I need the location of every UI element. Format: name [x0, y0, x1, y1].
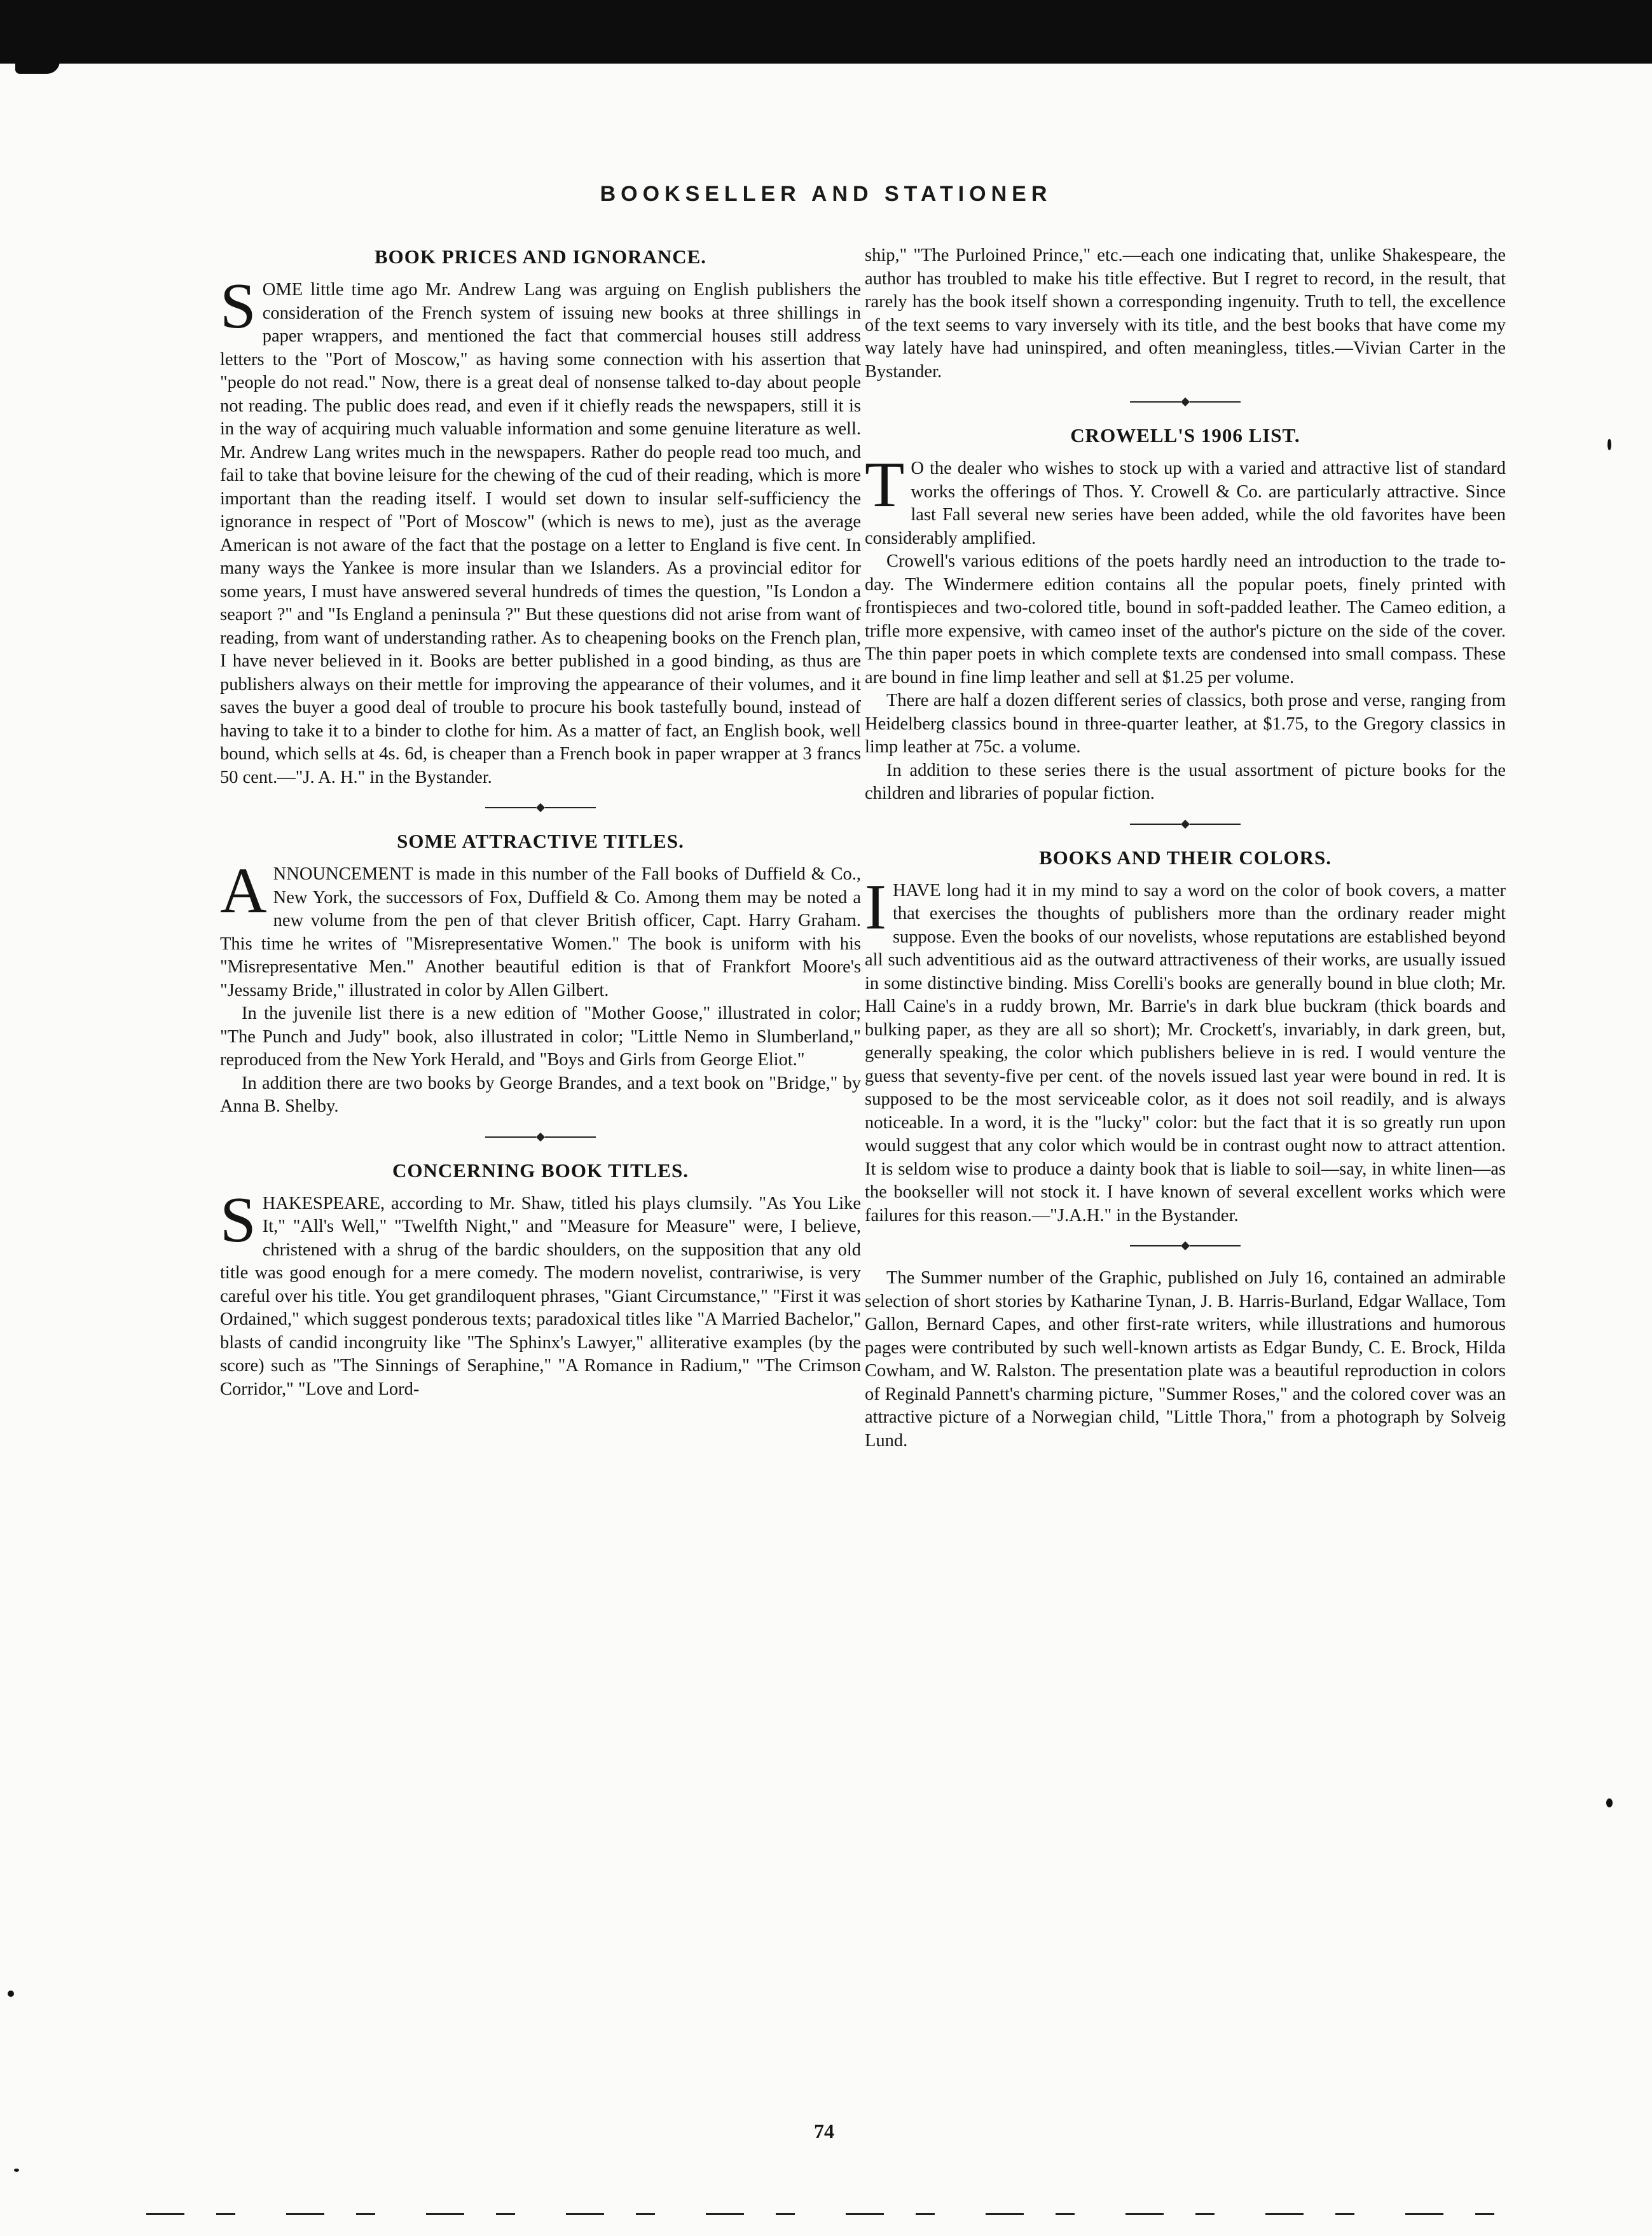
article-title: SOME ATTRACTIVE TITLES. — [397, 830, 684, 852]
drop-cap: T — [865, 449, 905, 521]
running-header: BOOKSELLER AND STATIONER — [600, 182, 1052, 206]
article-paragraph: The Summer number of the Graphic, published on July 16, contained an admirable selection of short stories by Katharine Tynan, J. B. Harris-Burland, Edgar Wallace, Tom Gallon, Bernard Capes, and other first-rate writers, while illustrations and humorous pages were contributed by such well-known artists as Edgar Bundy, C. E. Brock, Hilda Cowham, and W. Ralston. The presentation plate was a beautiful reproduction in colors of Reginald Pannett's charming picture, "Summer Roses," and the colored cover was an attractive picture of a Norwegian child, "Little Thora," from a photograph by Solveig Lund. — [865, 1268, 1506, 1451]
page-number: 74 — [814, 2120, 834, 2143]
article-paragraph: IHAVE long had it in my mind to say a word on the color of book covers, a matter that exercises the thoughts of publishers more than the ordinary reader might suppose. Even the books of our novelists, whose reputations are established beyond all such adventitious aid as the outward attractiveness of their works, are usually issued in some distinctive binding. Miss Corelli's books are generally bound in blue cloth; Mr. Hall Caine's in a ruddy brown, Mr. Barrie's in dark blue buckram (thick boards and bulking paper, as they are all so short); Mr. Crockett's, invariably, in dark green, but, generally speaking, the color which publishers believe in is red. I would venture the guess that seventy-five per cent. of the novels issued last year were bound in red. It is supposed to be the most serviceable color, as it does not soil readily, and is always noticeable. In a word, it is the "lucky" color: but the fact that it is so greatly run upon would suggest that any color which would be in contrast ought now to attract attention. It is seldom wise to produce a dainty book that is liable to soil—say, in white linen—as the bookseller will not stock it. I have known of several excellent works which were failures for this reason.—"J.A.H." in the Bystander. — [865, 871, 1506, 1225]
section-separator — [865, 396, 1506, 408]
left-column — [220, 244, 861, 1401]
section-separator — [220, 802, 861, 813]
article — [220, 1158, 861, 1402]
article-paragraph: In addition to these series there is the usual assortment of picture books for the children and libraries of popular fiction. — [865, 760, 1506, 803]
section-separator — [220, 1131, 861, 1143]
article-paragraph: SOME little time ago Mr. Andrew Lang was arguing on English publishers the consideration of the French system of issuing new books at three shillings in paper wrappers, and mentioned the fact that commercial houses still address letters to the "Port of Moscow," as having some connection with his assertion that "people do not read." Now, there is a great deal of nonsense talked to-day about people not reading. The public does read, and even if it chiefly reads the newspapers, still it is in the way of acquiring much valuable information and some genuine literature as well. Mr. Andrew Lang writes much in the newspapers. Rather do people read too much, and fail to take that bovine leisure for the chewing of the cud of their reading, which is more important than the reading itself. I would set down to insular self-sufficiency the ignorance in respect of "Port of Moscow" (which is news to me), just as the average American is not aware of the fact that the postage on a letter to England is five cent. In many ways the Yankee is more insular than we Islanders. As a provincial editor for some years, I must have answered several hundreds of times the question, "Is London a seaport ?" and "Is England a peninsula ?" But these questions did not arise from want of reading, from want of understanding rather. As to cheapening books on the French plan, I have never believed in it. Books are better published in a good binding, as thus are publishers always on their mettle for improving the appearance of their volumes, and it saves the buyer a good deal of trouble to procure his book tastefully bound, instead of having to take it to a binder to clothe for him. As a matter of fact, an English book, well bound, which sells at 4s. 6d, is cheaper than a French book in paper wrapper at 3 francs 50 cent.—"J. A. H." in the Bystander. — [220, 270, 861, 787]
article — [220, 829, 861, 1119]
scan-speck — [1606, 1798, 1613, 1807]
scan-speck — [8, 1991, 14, 1997]
section-separator — [865, 1240, 1506, 1252]
article-title: CONCERNING BOOK TITLES. — [392, 1159, 689, 1182]
bottom-scan-rule — [146, 2213, 1545, 2215]
article-paragraph: Crowell's various editions of the poets hardly need an introduction to the trade to-day. The Windermere edition contains all the popular poets, finely printed with frontispieces and two-colored title, bound in soft-padded leather. The Cameo edition, a trifle more expensive, with cameo inset of the author's picture on the side of the cover. The thin paper poets in which complete texts are condensed into small compass. These are bound in fine limp leather and sell at $1.25 per volume. — [865, 551, 1506, 687]
article-paragraph: In addition there are two books by George Brandes, and a text book on "Bridge," by Anna B. Shelby. — [220, 1073, 861, 1116]
drop-cap: S — [220, 1184, 256, 1256]
article-paragraph: There are half a dozen different series of classics, both prose and verse, ranging from Heidelberg classics bound in three-quarter leather, at $1.75, to the Gregory classics in limp leather at 75c. a volume. — [865, 691, 1506, 757]
article — [220, 244, 861, 789]
drop-cap: I — [865, 871, 886, 943]
article — [865, 423, 1506, 806]
article-title: CROWELL'S 1906 LIST. — [1070, 424, 1300, 446]
article — [865, 1267, 1506, 1453]
section-separator — [865, 818, 1506, 830]
right-column — [865, 244, 1506, 1453]
article-title: BOOK PRICES AND IGNORANCE. — [374, 245, 707, 268]
article-paragraph: T O the dealer who wishes to stock up with a varied and attractive list of standard works the offerings of Thos. Y. Crowell & Co. are particularly attractive. Since last Fall several new series have been added, while the old favorites have been considerably amplified. — [865, 449, 1506, 548]
scan-top-border — [0, 0, 1652, 64]
drop-cap: S — [220, 270, 256, 342]
article — [865, 845, 1506, 1228]
article-title: BOOKS AND THEIR COLORS. — [1039, 846, 1332, 869]
drop-cap: A — [220, 855, 267, 927]
scan-speck — [14, 2169, 19, 2172]
scan-speck — [1607, 439, 1611, 450]
article-paragraph: ANNOUNCEMENT is made in this number of the Fall books of Duffield & Co., New York, the successors of Fox, Duffield & Co. Among them may be noted a new volume from the pen of that clever British officer, Capt. Harry Graham. This time he writes of "Misrepresentative Women." The book is uniform with his "Misrepresentative Men." Another beautiful edition is that of Frankfort Moore's "Jessamy Bride," illustrated in color by Allen Gilbert. — [220, 855, 861, 1000]
article-paragraph: SHAKESPEARE, according to Mr. Shaw, titled his plays clumsily. "As You Like It," "All's Well," "Twelfth Night," and "Measure for Measure" were, I believe, christened with a shrug of the bardic shoulders, on the supposition that any old title was good enough for a mere comedy. The modern novelist, contrariwise, is very careful over his title. You get grandiloquent phrases, "Giant Circumstance," "First it was Ordained," which suggest ponderous texts; paradoxical titles like "A Married Bachelor," blasts of candid incongruity like "The Sphinx's Lawyer," alliterative examples (by the score) such as "The Sinnings of Seraphine," "A Romance in Radium," "The Crimson Corridor," "Love and Lord- — [220, 1184, 861, 1399]
article-paragraph: In the juvenile list there is a new edition of "Mother Goose," illustrated in color; "The Punch and Judy" book, also illustrated in color; "Little Nemo in Slumberland," reproduced from the New York Herald, and "Boys and Girls from George Eliot." — [220, 1004, 861, 1070]
article-continuation: ship," "The Purloined Prince," etc.—each one indicating that, unlike Shakespeare, the author has troubled to make his title effective. But I regret to record, in the result, that rarely has the book itself shown a corresponding ingenuity. Truth to tell, the excellence of the text seems to vary inversely with its title, and the best books that have come my way lately have had uninspired, and often meaningless, titles.—Vivian Carter in the Bystander. — [865, 245, 1506, 382]
